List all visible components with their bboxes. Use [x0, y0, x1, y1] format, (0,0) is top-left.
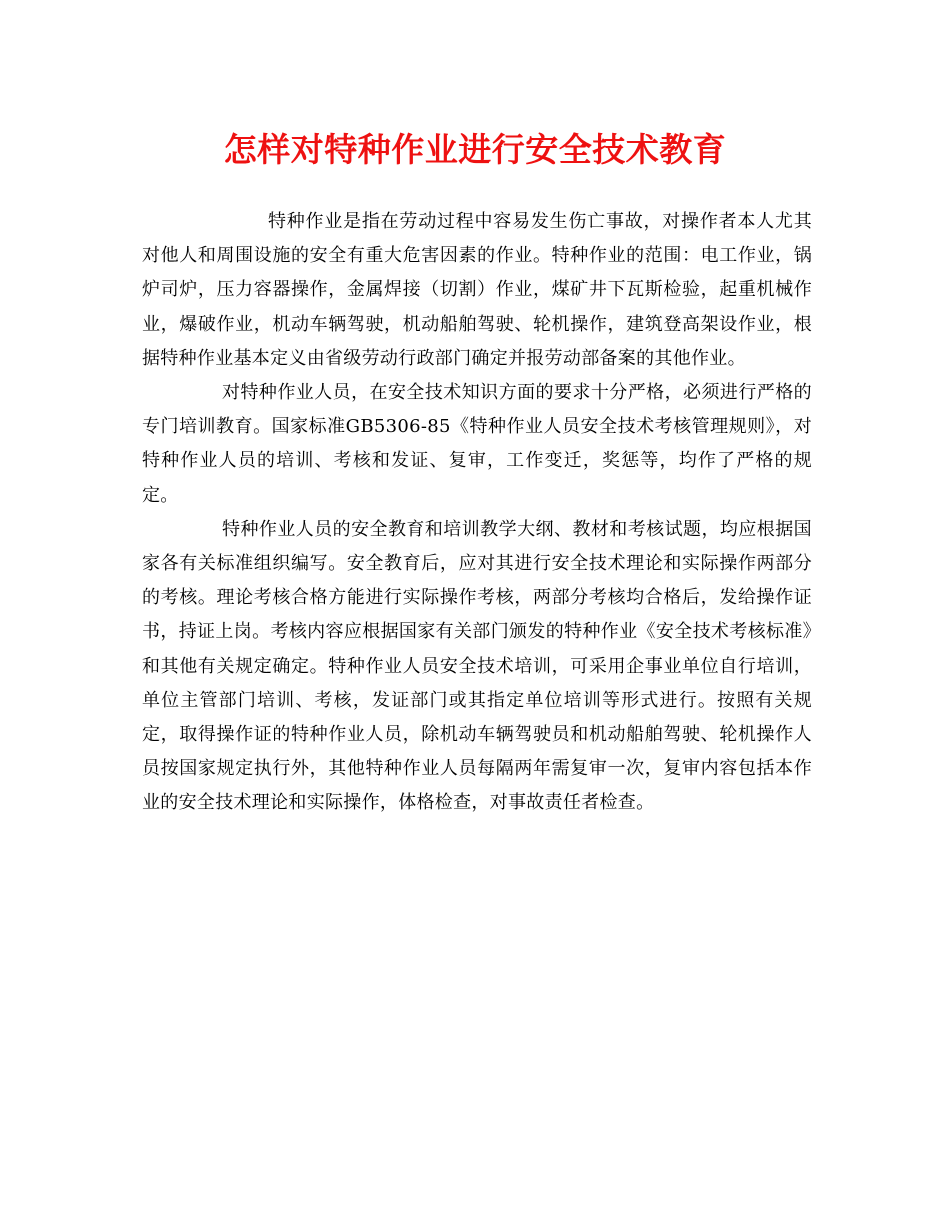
- paragraph-special-operations-definition: 特种作业是指在劳动过程中容易发生伤亡事故，对操作者本人尤其对他人和周围设施的安全有重大危害因素的作业。特种作业的范围：电工作业，锅炉司炉，压力容器操作，金属焊接（切割）作业，煤矿井下瓦斯检验，起重机械作业，爆破作业，机动车辆驾驶，机动船舶驾驶、轮机操作，建筑登高架设作业，根据特种作业基本定义由省级劳动行政部门确定并报劳动部备案的其他作业。: [142, 211, 812, 369]
- document-body: [142, 205, 812, 821]
- paragraph-training-requirements: 对特种作业人员，在安全技术知识方面的要求十分严格，必须进行严格的专门培训教育。国家标准GB5306-85《特种作业人员安全技术考核管理规则》，对特种作业人员的培训、考核和发证、复审，工作变迁，奖惩等，均作了严格的规定。: [142, 382, 812, 506]
- paragraph-education-and-assessment: 特种作业人员的安全教育和培训教学大纲、教材和考核试题，均应根据国家各有关标准组织编写。安全教育后，应对其进行安全技术理论和实际操作两部分的考核。理论考核合格方能进行实际操作考核，两部分考核均合格后，发给操作证书，持证上岗。考核内容应根据国家有关部门颁发的特种作业《安全技术考核标准》和其他有关规定确定。特种作业人员安全技术培训，可采用企事业单位自行培训，单位主管部门培训、考核，发证部门或其指定单位培训等形式进行。按照有关规定，取得操作证的特种作业人员，除机动车辆驾驶员和机动船舶驾驶、轮机操作人员按国家规定执行外，其他特种作业人员每隔两年需复审一次，复审内容包括本作业的安全技术理论和实际操作，体格检查，对事故责任者检查。: [142, 518, 812, 814]
- document-title: 怎样对特种作业进行安全技术教育: [223, 130, 727, 169]
